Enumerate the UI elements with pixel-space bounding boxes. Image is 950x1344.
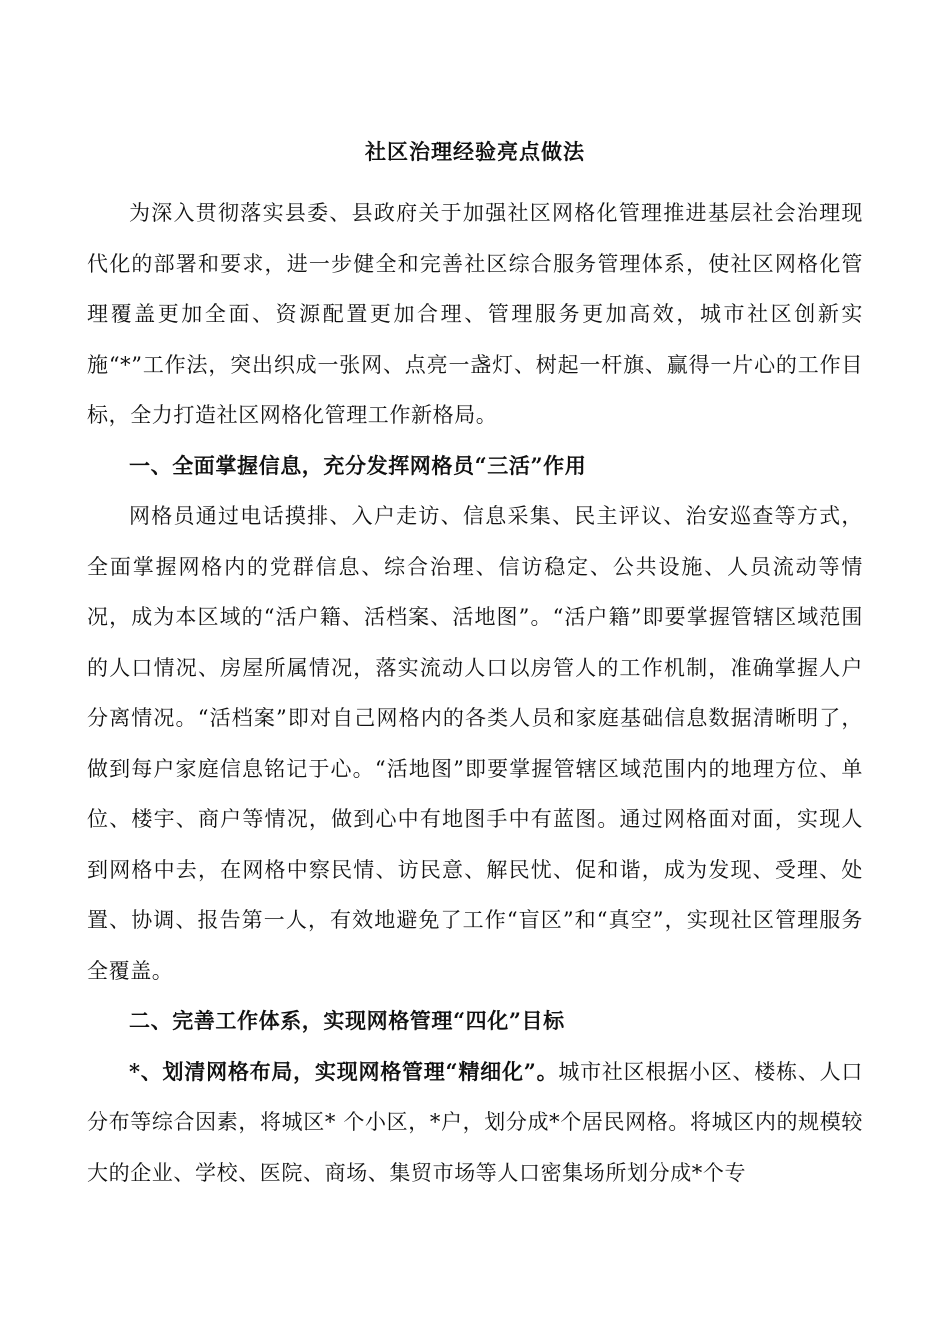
document-title: 社区治理经验亮点做法 (365, 139, 585, 164)
intro-paragraph: 为深入贯彻落实县委、县政府关于加强社区网格化管理推进基层社会治理现代化的部署和要求，进一步健全和完善社区综合服务管理体系，使社区网格化管理覆盖更加全面、资源配置更加合理、管理服务更加高效，城市社区创新实施“*”工作法，突出织成一张网、点亮一盏灯、树起一杆旗、赢得一片心的工作目标，全力打造社区网格化管理工作新格局。 (87, 201, 863, 427)
section-1-paragraph: 网格员通过电话摸排、入户走访、信息采集、民主评议、治安巡查等方式，全面掌握网格内的党群信息、综合治理、信访稳定、公共设施、人员流动等情况，成为本区域的“活户籍、活档案、活地图”。“活户籍”即要掌握管辖区域范围的人口情况、房屋所属情况，落实流动人口以房管人的工作机制，准确掌握人户分离情况。“活档案”即对自己网格内的各类人员和家庭基础信息数据清晰明了，做到每户家庭信息铭记于心。“活地图”即要掌握管辖区域范围内的地理方位、单位、楼宇、商户等情况，做到心中有地图手中有蓝图。通过网格面对面，实现人到网格中去，在网格中察民情、访民意、解民忧、促和谐，成为发现、受理、处置、协调、报告第一人，有效地避免了工作“盲区”和“真空”，实现社区管理服务全覆盖。 (87, 504, 863, 983)
section-2-item-1-body: 城市社区根据小区、楼栋、人口分布等综合因素，将城区* 个小区，*户，划分成*个居民网格。将城区内的规模较大的企业、学校、医院、商场、集贸市场等人口密集场所划分成*个专 (87, 1059, 863, 1185)
section-1-heading: 一、全面掌握信息，充分发挥网格员“三活”作用 (129, 452, 587, 478)
document-body (87, 128, 863, 1198)
section-2-item-1-paragraph (87, 1047, 863, 1199)
section-2-heading: 二、完善工作体系，实现网格管理“四化”目标 (129, 1008, 565, 1033)
section-2-item-1-lead: *、划清网格布局，实现网格管理“精细化”。 (129, 1058, 559, 1084)
